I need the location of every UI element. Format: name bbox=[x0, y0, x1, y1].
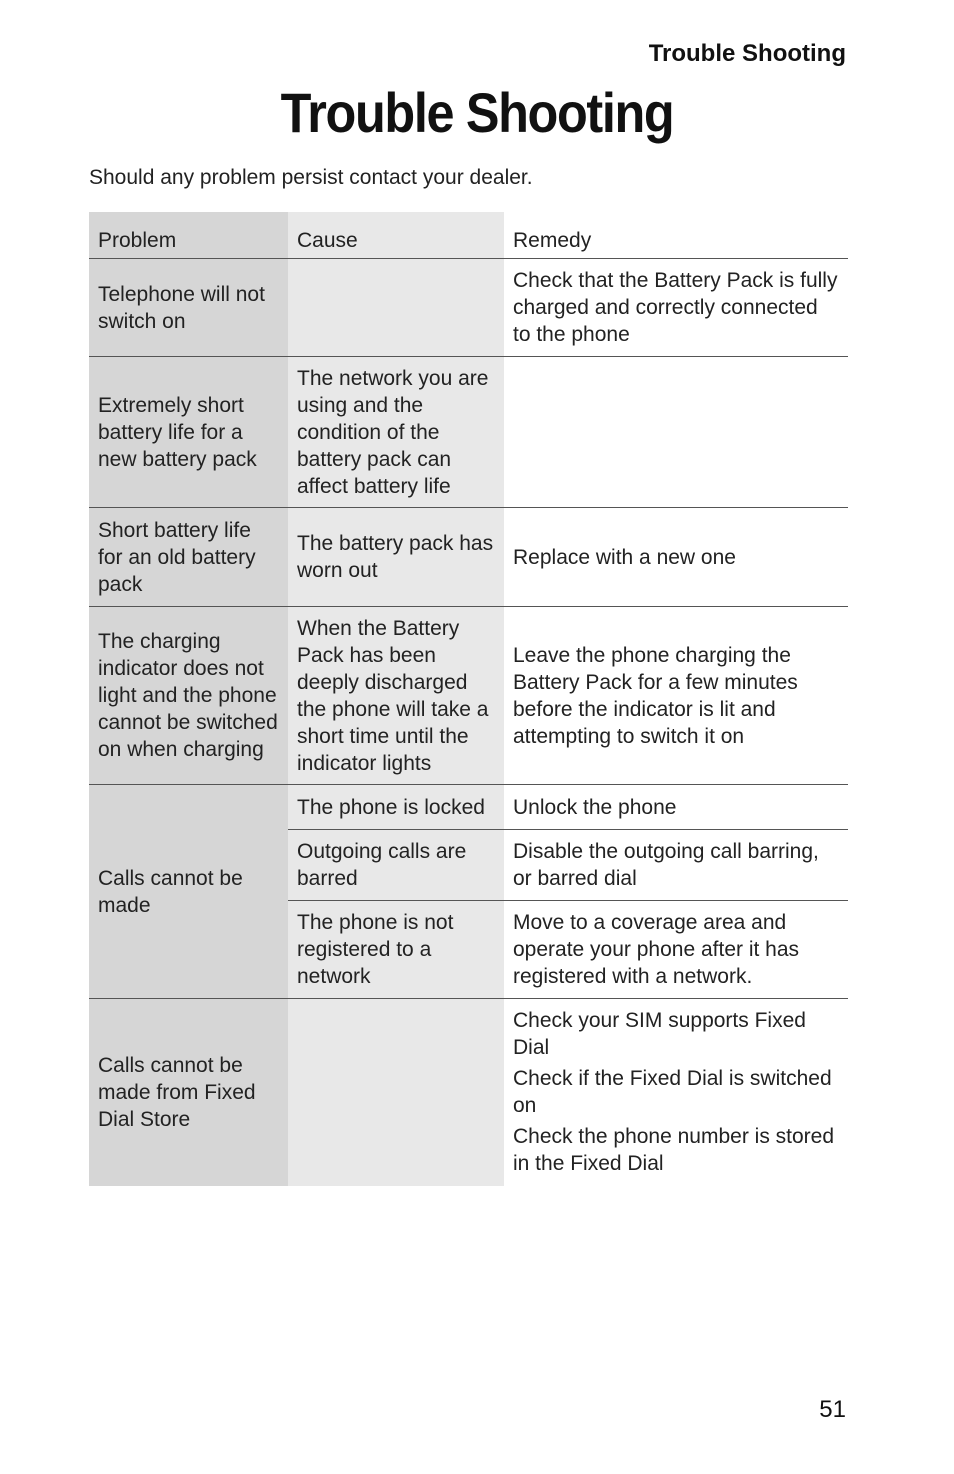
remedy-cell: Check that the Battery Pack is fully charged and correctly connected to the phone bbox=[504, 259, 848, 357]
problem-cell: The charging indicator does not light and the phone cannot be switched on when charging bbox=[89, 607, 288, 785]
remedy-cell: Leave the phone charging the Battery Pack for a few minutes before the indicator is lit and attempting to switch it on bbox=[504, 607, 848, 785]
problem-cell: Extremely short battery life for a new battery pack bbox=[89, 357, 288, 508]
table-row bbox=[89, 357, 848, 508]
cause-cell: The phone is locked bbox=[288, 785, 504, 830]
remedy-line: Check if the Fixed Dial is switched on bbox=[513, 1067, 832, 1118]
remedy-cell: Disable the outgoing call barring, or barred dial bbox=[504, 830, 848, 901]
column-header-cause: Cause bbox=[288, 212, 504, 259]
remedy-cell: Unlock the phone bbox=[504, 785, 848, 830]
cause-cell: Outgoing calls are barred bbox=[288, 830, 504, 901]
table-row bbox=[89, 607, 848, 785]
column-header-remedy: Remedy bbox=[504, 212, 848, 259]
page-title: Trouble Shooting bbox=[280, 81, 674, 144]
problem-cell: Calls cannot be made bbox=[89, 785, 288, 999]
remedy-cell bbox=[504, 999, 848, 1186]
page-number: 51 bbox=[819, 1396, 846, 1423]
column-header-problem: Problem bbox=[89, 212, 288, 259]
problem-cell: Calls cannot be made from Fixed Dial Store bbox=[89, 999, 288, 1186]
troubleshooting-table bbox=[89, 212, 848, 1186]
table-row bbox=[89, 508, 848, 607]
cause-cell: The network you are using and the condition of the battery pack can affect battery life bbox=[288, 357, 504, 508]
problem-cell: Telephone will not switch on bbox=[89, 259, 288, 357]
remedy-line: Check your SIM supports Fixed Dial bbox=[513, 1009, 806, 1060]
table-row bbox=[89, 785, 848, 830]
cause-cell: When the Battery Pack has been deeply discharged the phone will take a short time until the indicator lights bbox=[288, 607, 504, 785]
remedy-cell: Replace with a new one bbox=[504, 508, 848, 607]
problem-cell: Short battery life for an old battery pack bbox=[89, 508, 288, 607]
table-header-row bbox=[89, 212, 848, 259]
remedy-cell: Move to a coverage area and operate your phone after it has registered with a network. bbox=[504, 901, 848, 999]
table-row bbox=[89, 259, 848, 357]
remedy-line: Check the phone number is stored in the Fixed Dial bbox=[513, 1125, 835, 1176]
intro-text: Should any problem persist contact your dealer. bbox=[89, 166, 533, 189]
running-header: Trouble Shooting bbox=[648, 40, 846, 67]
cause-cell bbox=[288, 259, 504, 357]
cause-cell: The phone is not registered to a network bbox=[288, 901, 504, 999]
cause-cell: The battery pack has worn out bbox=[288, 508, 504, 607]
table-row bbox=[89, 999, 848, 1186]
remedy-cell bbox=[504, 357, 848, 508]
cause-cell bbox=[288, 999, 504, 1186]
